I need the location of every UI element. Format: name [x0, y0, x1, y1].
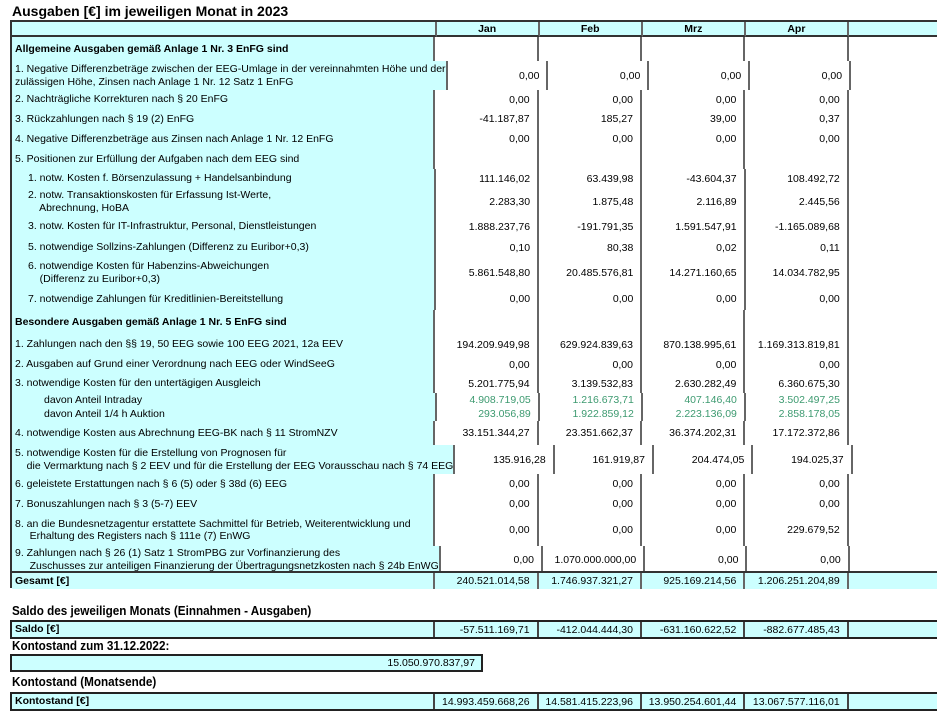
value-cell: 293.056,89 — [437, 407, 540, 421]
value-cell: 1.070.000.000,00 — [543, 546, 645, 573]
table-row — [12, 169, 937, 188]
value-cell: -43.604,37 — [642, 169, 745, 188]
opening-balance: 15.050.970.837,97 — [10, 654, 483, 672]
value-cell: 0,00 — [435, 90, 538, 109]
kontostand-jan: 14.993.459.668,26 — [435, 694, 538, 709]
value-cell: 925.169.214,56 — [642, 573, 745, 589]
value-cell — [849, 257, 937, 288]
value-cell: 0,00 — [448, 61, 549, 90]
value-cell: 0,00 — [435, 355, 538, 374]
header-mrz: Mrz — [643, 22, 746, 37]
value-cell: 1.216.673,71 — [540, 393, 643, 407]
value-cell: 20.485.576,81 — [539, 257, 642, 288]
row-label: 1. Zahlungen nach den §§ 19, 50 EEG sowie 100 EEG 2021, 12a EEV — [12, 334, 435, 355]
kontostand-row — [10, 692, 937, 711]
table-row — [12, 355, 937, 374]
value-cell: 0,00 — [645, 546, 747, 573]
value-cell — [849, 573, 937, 589]
value-cell — [642, 310, 745, 334]
value-cell: 0,00 — [539, 474, 642, 494]
kontostand-label: Kontostand [€] — [12, 694, 435, 709]
value-cell: 0,11 — [746, 238, 849, 257]
value-cell: 2.223.136,09 — [643, 407, 746, 421]
row-label: Allgemeine Ausgaben gemäß Anlage 1 Nr. 3 EnFG sind — [12, 37, 435, 61]
value-cell — [850, 546, 937, 573]
value-cell: 39,00 — [642, 109, 745, 129]
value-cell — [849, 238, 937, 257]
value-cell — [849, 188, 937, 215]
value-cell: 2.630.282,49 — [642, 374, 745, 393]
table-row — [12, 445, 937, 474]
value-cell — [745, 37, 848, 61]
row-label: Besondere Ausgaben gemäß Anlage 1 Nr. 5 EnFG sind — [12, 310, 435, 334]
table-row — [12, 374, 937, 393]
value-cell: 0,00 — [642, 494, 745, 514]
section-heading-row — [12, 310, 937, 334]
value-cell: 161.919,87 — [555, 445, 654, 474]
row-label: 5. notwendige Sollzins-Zahlungen (Differenz zu Euribor+0,3) — [12, 238, 436, 257]
value-cell: -191.791,35 — [539, 215, 642, 238]
header-next — [849, 22, 937, 37]
value-cell: 229.679,52 — [745, 514, 848, 546]
value-cell: 80,38 — [539, 238, 642, 257]
value-cell: 0,00 — [539, 355, 642, 374]
value-cell — [849, 129, 937, 149]
value-cell: 0,00 — [435, 474, 538, 494]
value-cell — [849, 310, 937, 334]
row-label: 2. Ausgaben auf Grund einer Verordnung nach EEG oder WindSeeG — [12, 355, 435, 374]
row-label: 5. Positionen zur Erfüllung der Aufgaben nach dem EEG sind — [12, 149, 435, 169]
value-cell: 2.445,56 — [746, 188, 849, 215]
value-cell — [849, 494, 937, 514]
row-label: davon Anteil 1/4 h Auktion — [12, 407, 437, 421]
value-cell: 0,00 — [745, 474, 848, 494]
table-row — [12, 407, 937, 421]
value-cell: 0,00 — [435, 514, 538, 546]
value-cell — [539, 37, 642, 61]
section-heading-row — [12, 37, 937, 61]
value-cell — [642, 37, 745, 61]
value-cell: 17.172.372,86 — [745, 421, 848, 445]
saldo-jan: -57.511.169,71 — [435, 622, 538, 637]
value-cell: 0,00 — [750, 61, 851, 90]
saldo-next — [849, 622, 937, 637]
value-cell: 0,00 — [642, 514, 745, 546]
opening-heading: Kontostand zum 31.12.2022: — [12, 638, 170, 653]
value-cell: 0,00 — [539, 494, 642, 514]
row-label: 4. notwendige Kosten aus Abrechnung EEG-BK nach § 11 StromNZV — [12, 421, 435, 445]
value-cell: 870.138.995,61 — [642, 334, 745, 355]
value-cell: 0,00 — [746, 288, 849, 310]
value-cell: 0,00 — [747, 546, 849, 573]
row-label: davon Anteil Intraday — [12, 393, 437, 407]
value-cell: 33.151.344,27 — [435, 421, 538, 445]
value-cell — [851, 61, 937, 90]
value-cell: 0,00 — [436, 288, 539, 310]
saldo-heading: Saldo des jeweiligen Monats (Einnahmen - Ausgaben) — [12, 603, 312, 618]
value-cell: 36.374.202,31 — [642, 421, 745, 445]
table-row — [12, 393, 937, 407]
value-cell: 0,00 — [642, 288, 745, 310]
row-label: 3. notwendige Kosten für den untertägigen Ausgleich — [12, 374, 435, 393]
table-row — [12, 188, 937, 215]
table-row — [12, 494, 937, 514]
kontostand-apr: 13.067.577.116,01 — [745, 694, 848, 709]
row-label: 5. notwendige Kosten für die Erstellung von Prognosen für die Vermarktung nach § 2 EEV und für die Erstellung der EEG Vorausschau nach § 74 EEG — [12, 445, 455, 474]
value-cell — [435, 37, 538, 61]
table-row — [12, 421, 937, 445]
value-cell: 0,00 — [642, 129, 745, 149]
value-cell — [849, 288, 937, 310]
value-cell: 0,00 — [435, 129, 538, 149]
value-cell: -1.165.089,68 — [746, 215, 849, 238]
row-label: 6. geleistete Erstattungen nach § 6 (5) oder § 38d (6) EEG — [12, 474, 435, 494]
value-cell: 204.474,05 — [654, 445, 753, 474]
kontostand-heading: Kontostand (Monatsende) — [12, 674, 157, 689]
value-cell — [849, 514, 937, 546]
value-cell — [435, 149, 538, 169]
value-cell: 14.034.782,95 — [746, 257, 849, 288]
value-cell: 111.146,02 — [436, 169, 539, 188]
value-cell — [849, 407, 937, 421]
value-cell: 0,00 — [745, 355, 848, 374]
table-row — [12, 149, 937, 169]
value-cell: 0,00 — [441, 546, 543, 573]
value-cell — [849, 37, 937, 61]
value-cell: 63.439,98 — [539, 169, 642, 188]
total-row — [12, 571, 937, 589]
value-cell: 194.025,37 — [753, 445, 852, 474]
value-cell: 0,00 — [642, 90, 745, 109]
table-header-row — [12, 22, 937, 37]
header-jan: Jan — [437, 22, 540, 37]
value-cell: 135.916,28 — [455, 445, 554, 474]
value-cell: 14.271.160,65 — [642, 257, 745, 288]
value-cell: 0,10 — [436, 238, 539, 257]
table-row — [12, 334, 937, 355]
row-label: 7. notwendige Zahlungen für Kreditlinien-Bereitstellung — [12, 288, 436, 310]
value-cell — [849, 421, 937, 445]
value-cell: 1.169.313.819,81 — [745, 334, 848, 355]
row-label: Gesamt [€] — [12, 573, 435, 589]
value-cell — [849, 90, 937, 109]
value-cell: 2.858.178,05 — [746, 407, 849, 421]
value-cell: 0,00 — [642, 474, 745, 494]
value-cell: 629.924.839,63 — [539, 334, 642, 355]
saldo-row — [10, 620, 937, 639]
value-cell: 3.502.497,25 — [746, 393, 849, 407]
value-cell: 1.206.251.204,89 — [745, 573, 848, 589]
header-label-cell — [12, 22, 437, 37]
value-cell — [849, 355, 937, 374]
value-cell: 1.888.237,76 — [436, 215, 539, 238]
table-row — [12, 474, 937, 494]
value-cell: 0,00 — [548, 61, 649, 90]
header-feb: Feb — [540, 22, 643, 37]
value-cell: 0,00 — [745, 90, 848, 109]
value-cell: 1.746.937.321,27 — [539, 573, 642, 589]
value-cell: 194.209.949,98 — [435, 334, 538, 355]
value-cell: 0,00 — [539, 288, 642, 310]
value-cell — [853, 445, 937, 474]
row-label: 2. notw. Transaktionskosten für Erfassung Ist-Werte, Abrechnung, HoBA — [12, 188, 436, 215]
saldo-apr: -882.677.485,43 — [745, 622, 848, 637]
value-cell — [539, 149, 642, 169]
row-label: 6. notwendige Kosten für Habenzins-Abweichungen (Differenz zu Euribor+0,3) — [12, 257, 436, 288]
value-cell: 1.875,48 — [539, 188, 642, 215]
value-cell: 240.521.014,58 — [435, 573, 538, 589]
value-cell: 0,00 — [539, 514, 642, 546]
value-cell — [849, 215, 937, 238]
table-row — [12, 109, 937, 129]
value-cell — [849, 169, 937, 188]
row-label: 8. an die Bundesnetzagentur erstattete Sachmittel für Betrieb, Weiterentwicklung und Erhaltung des Registers nach § 111e (7) EnWG — [12, 514, 435, 546]
value-cell: 0,37 — [745, 109, 848, 129]
value-cell: 0,00 — [539, 90, 642, 109]
row-label: 1. notw. Kosten f. Börsenzulassung + Handelsanbindung — [12, 169, 436, 188]
value-cell: 5.861.548,80 — [436, 257, 539, 288]
kontostand-next — [849, 694, 937, 709]
page-title: Ausgaben [€] im jeweiligen Monat in 2023 — [12, 3, 289, 19]
value-cell: 23.351.662,37 — [539, 421, 642, 445]
value-cell: 6.360.675,30 — [745, 374, 848, 393]
row-label: 9. Zahlungen nach § 26 (1) Satz 1 StromPBG zur Vorfinanzierung des Zuschusses zur anteiligen Finanzierung der Übertragungsnetzkosten nach § 24b EnWG — [12, 546, 441, 573]
value-cell: 185,27 — [539, 109, 642, 129]
value-cell: 4.908.719,05 — [437, 393, 540, 407]
value-cell — [849, 393, 937, 407]
value-cell: 1.922.859,12 — [540, 407, 643, 421]
value-cell: 0,00 — [745, 494, 848, 514]
value-cell — [745, 310, 848, 334]
value-cell — [849, 474, 937, 494]
kontostand-mrz: 13.950.254.601,44 — [642, 694, 745, 709]
kontostand-feb: 14.581.415.223,96 — [539, 694, 642, 709]
row-label: 2. Nachträgliche Korrekturen nach § 20 EnFG — [12, 90, 435, 109]
row-label: 7. Bonuszahlungen nach § 3 (5-7) EEV — [12, 494, 435, 514]
row-label: 1. Negative Differenzbeträge zwischen der EEG-Umlage in der vereinnahmten Höhe und der zulässigen Höhe, Zinsen nach Anlage 1 Nr. 12 Satz 1 EnFG — [12, 61, 448, 90]
expenses-table — [10, 20, 937, 588]
value-cell: -41.187,87 — [435, 109, 538, 129]
table-row — [12, 61, 937, 90]
value-cell — [849, 334, 937, 355]
table-row — [12, 288, 937, 310]
value-cell — [435, 310, 538, 334]
value-cell: 0,02 — [642, 238, 745, 257]
table-row — [12, 215, 937, 238]
value-cell — [849, 374, 937, 393]
value-cell — [849, 149, 937, 169]
value-cell — [642, 149, 745, 169]
saldo-feb: -412.044.444,30 — [539, 622, 642, 637]
table-row — [12, 129, 937, 149]
value-cell: 0,00 — [745, 129, 848, 149]
value-cell — [849, 109, 937, 129]
value-cell: 0,00 — [539, 129, 642, 149]
value-cell: 108.492,72 — [746, 169, 849, 188]
header-apr: Apr — [746, 22, 849, 37]
row-label: 3. Rückzahlungen nach § 19 (2) EnFG — [12, 109, 435, 129]
table-row — [12, 514, 937, 546]
value-cell — [539, 310, 642, 334]
table-row — [12, 546, 937, 573]
saldo-mrz: -631.160.622,52 — [642, 622, 745, 637]
value-cell — [745, 149, 848, 169]
table-row — [12, 90, 937, 109]
value-cell: 0,00 — [435, 494, 538, 514]
value-cell: 2.283,30 — [436, 188, 539, 215]
value-cell: 5.201.775,94 — [435, 374, 538, 393]
value-cell: 0,00 — [649, 61, 750, 90]
value-cell: 0,00 — [642, 355, 745, 374]
value-cell: 3.139.532,83 — [539, 374, 642, 393]
table-row — [12, 238, 937, 257]
value-cell: 2.116,89 — [642, 188, 745, 215]
value-cell: 407.146,40 — [643, 393, 746, 407]
row-label: 3. notw. Kosten für IT-Infrastruktur, Personal, Dienstleistungen — [12, 215, 436, 238]
value-cell: 1.591.547,91 — [642, 215, 745, 238]
table-row — [12, 257, 937, 288]
saldo-label: Saldo [€] — [12, 622, 435, 637]
row-label: 4. Negative Differenzbeträge aus Zinsen nach Anlage 1 Nr. 12 EnFG — [12, 129, 435, 149]
